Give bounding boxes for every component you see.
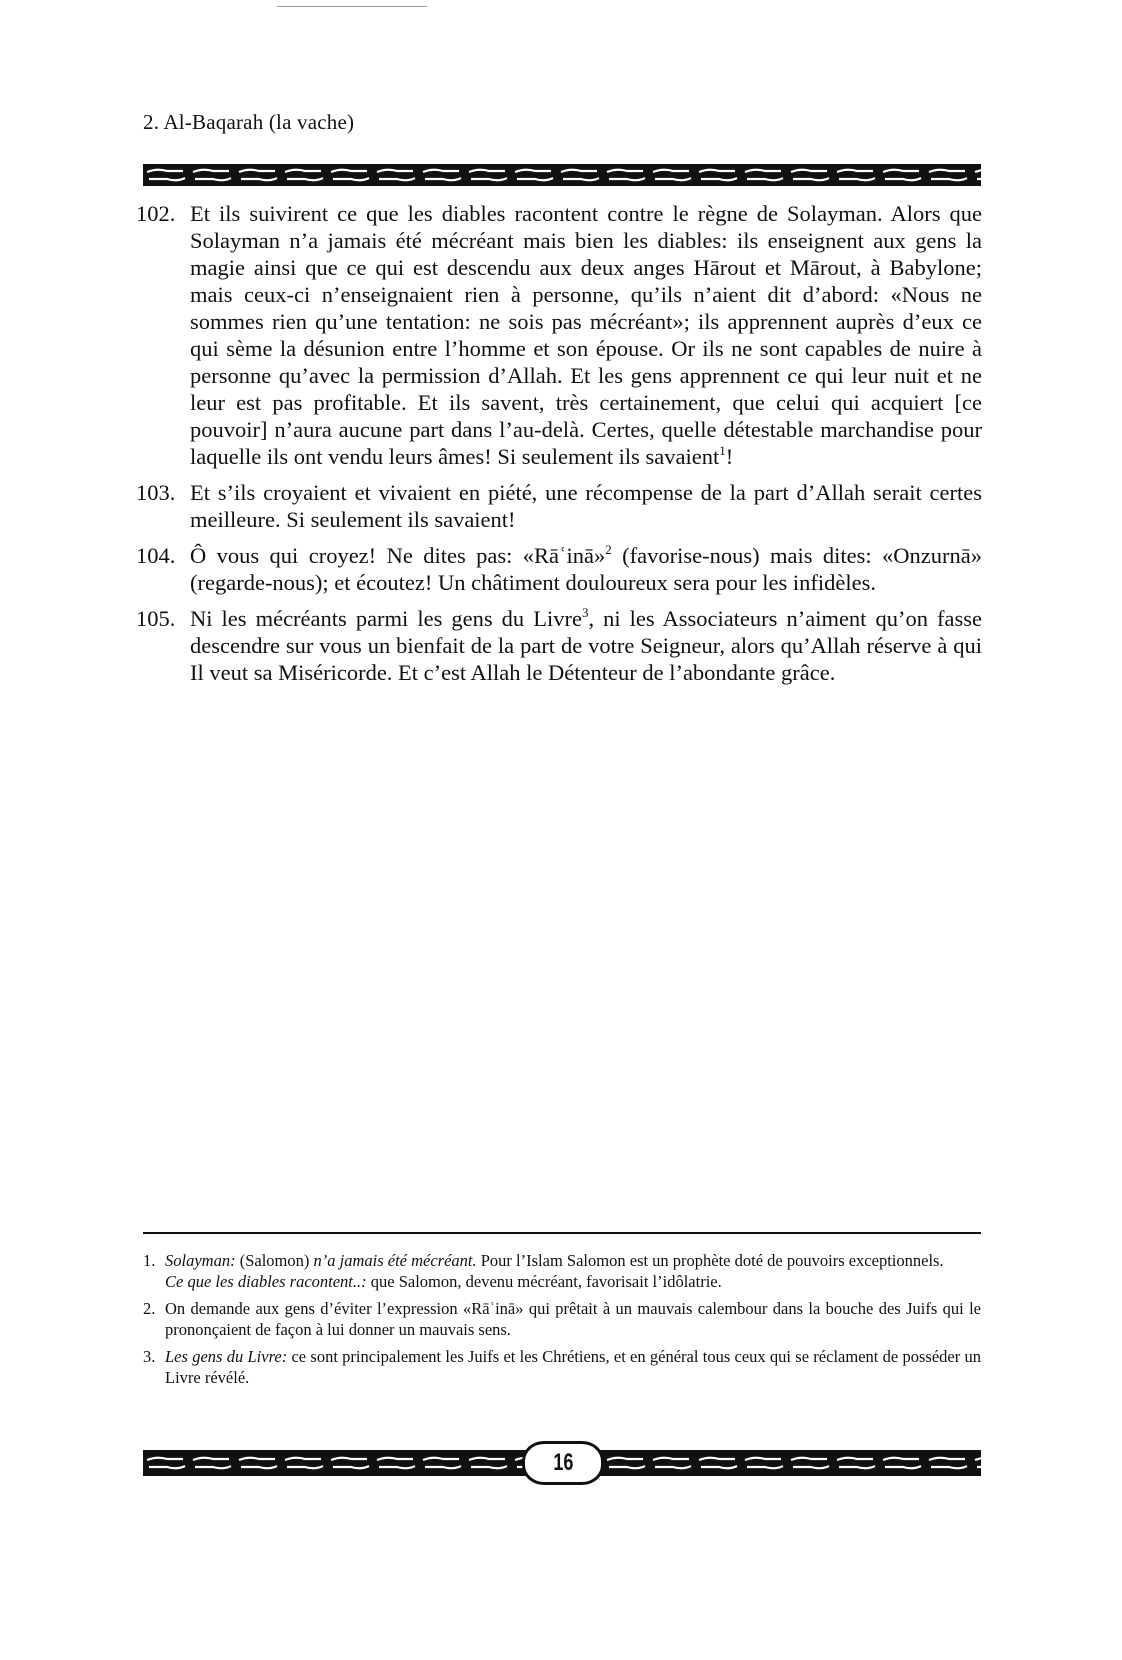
footnote-body: Pour l’Islam Salomon est un prophète doté de pouvoirs exceptionnels. [476,1251,944,1270]
footnote-ref-2: 2 [605,541,612,557]
footnote-text [165,1250,981,1292]
footnote-body: ce sont principalement les Juifs et les Chrétiens, et en général tous ceux qui se réclament de posséder un Livre révélé. [165,1347,981,1387]
footnote-body: que Salomon, devenu mécréant, favorisait l’idôlatrie. [366,1272,722,1291]
footnote-text: On demande aux gens d’éviter l’expression «Rāʿinā» qui prêtait à un mauvais calembour dans la bouche des Juifs qui le prononçaient de façon à lui donner un mauvais sens. [165,1299,981,1339]
page-header: 2. Al-Baqarah (la vache) [143,110,355,134]
verse-body: Ni les mécréants parmi les gens du Livre [190,606,582,631]
verse-body: Ô vous qui croyez! Ne dites pas: «Rāʿinā» [190,543,606,568]
footnote-term: Les gens du Livre: [165,1347,288,1366]
footnote-term: Solayman: [165,1251,236,1270]
footnote-ref-3: 3 [581,604,589,620]
footnote-number: 1. [143,1251,156,1270]
footnotes-rule [143,1232,981,1234]
footnote-ref-1: 1 [719,442,726,458]
verse-text: Et s’ils croyaient et vivaient en piété, une récompense de la part d’Allah serait certes meilleure. Si seulement ils savaient! [190,480,982,532]
verse-number: 102. [136,201,176,226]
footnotes [143,1250,981,1394]
footnote-3 [143,1346,981,1388]
top-rule [277,6,427,7]
verse-body: Et ils suivirent ce que les diables racontent contre le règne de Solayman. Alors que Solayman n’a jamais été mécréant mais bien les diables: ils enseignent aux gens la magie ainsi que ce qui est descendu aux deux anges Hārout et Mārout, à Babylone; mais ceux-ci n’enseignaient rien à personne, qu’ils n’aient dit d’abord: «Nous ne sommes rien qu’une tentation: ne sois pas mécréant»; ils apprennent auprès d’eux ce qui sème la désunion entre l’homme et son épouse. Or ils ne sont capables de nuire à personne qu’avec la permission d’Allah. Et les gens apprennent ce qui leur nuit et ne leur est pas profitable. Et ils savent, très certainement, que celui qui acquiert [ce pouvoir] n’aura aucune part dans l’au-delà. Certes, quelle détestable marchandise pour laquelle ils ont vendu leurs âmes! Si seulement ils savaient [190,201,982,469]
verse-104 [136,542,982,596]
footnote-term: Ce que les diables racontent..: [165,1272,367,1291]
footnote-1 [143,1250,981,1292]
verse-text [190,542,982,596]
footnote-term: n’a jamais été mécréant. [313,1251,477,1270]
footnote-text [165,1346,981,1388]
footnote-number: 3. [143,1347,156,1366]
footnote-paren: (Salomon) [235,1251,314,1270]
verse-tail: ! [725,444,734,469]
verse-text [190,200,982,470]
page-number: 16 [552,1449,574,1476]
verse-body-cont: (favorise-nous) mais dites: «Onzurnā» (regarde-nous); et écoutez! Un châtiment douloureux sera pour les infidèles. [190,543,983,595]
verse-text [190,605,982,686]
verse-102 [136,200,982,470]
footnote-2 [143,1298,981,1340]
verse-number: 103. [136,480,176,505]
footnote-number: 2. [143,1299,156,1318]
verse-105 [136,605,982,686]
verse-body-cont: , ni les Associateurs n’aiment qu’on fasse descendre sur vous un bienfait de la part de votre Seigneur, alors qu’Allah réserve à qui Il veut sa Miséricorde. Et c’est Allah le Détenteur de l’abondante grâce. [190,606,982,685]
verse-103 [136,479,982,533]
top-ornament-band [143,164,981,186]
verse-number: 105. [136,606,176,631]
verse-number: 104. [136,543,176,568]
page-number-medallion [522,1441,604,1485]
verses [136,200,982,695]
